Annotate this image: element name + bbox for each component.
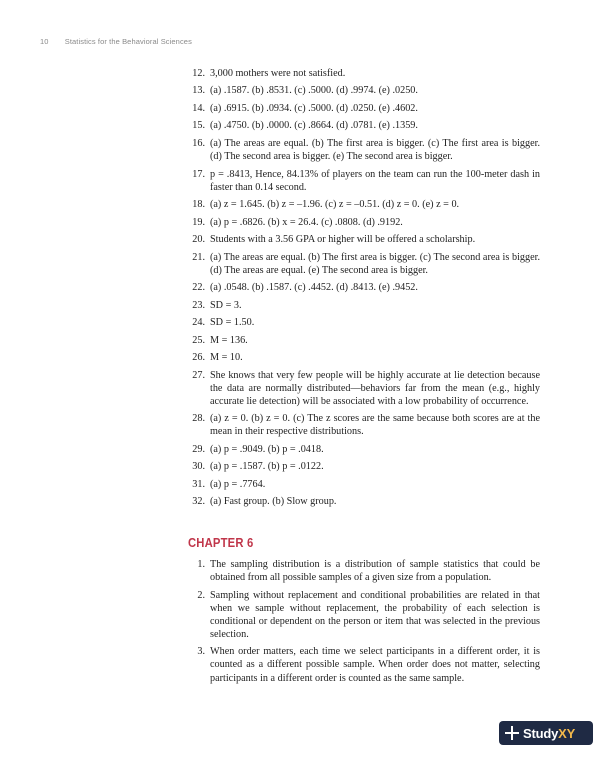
answer-number: 21. (192, 251, 205, 263)
answer-text: (a) z = 1.645. (b) z = –1.96. (c) z = –0.51. (d) z = 0. (e) z = 0. (210, 199, 460, 211)
answer-item (188, 102, 540, 115)
answer-item (188, 589, 540, 641)
answer-item (188, 67, 540, 80)
answer-number: 14. (192, 102, 205, 114)
answer-number: 1. (197, 559, 205, 570)
answer-number: 30. (192, 461, 205, 473)
answer-item (188, 84, 540, 97)
answer-text: (a) z = 0. (b) z = 0. (c) The z scores are the same because both scores are at the mean in their respective distributions. (210, 413, 540, 438)
answer-item (188, 251, 540, 277)
answer-item (188, 137, 540, 163)
answer-text: (a) p = .9049. (b) p = .0418. (210, 443, 324, 455)
answer-item (188, 558, 540, 584)
studyxy-logo[interactable] (499, 721, 593, 745)
answer-item (188, 412, 540, 438)
answer-item (188, 495, 540, 508)
answer-number: 26. (192, 352, 205, 364)
answer-item (188, 168, 540, 194)
answer-number: 18. (192, 199, 205, 211)
answer-number: 25. (192, 334, 205, 346)
answer-number: 29. (192, 443, 205, 455)
answer-item (188, 369, 540, 408)
answer-item (188, 316, 540, 329)
answer-text: (a) Fast group. (b) Slow group. (210, 496, 337, 508)
answer-text: Sampling without replacement and conditional probabilities are related in that when we sample without replacement, the probability of each selection is conditional or dependent on the person or item that was selected in the previous selection. (210, 589, 540, 640)
answer-item (188, 281, 540, 294)
answer-number: 20. (192, 234, 205, 246)
page-number: 10 (40, 37, 49, 46)
answer-number: 24. (192, 317, 205, 329)
chapter-heading: CHAPTER 6 (188, 536, 254, 550)
answer-text: M = 10. (210, 352, 243, 364)
answer-text: SD = 1.50. (210, 317, 255, 329)
answer-number: 22. (192, 282, 205, 294)
answer-item (188, 645, 540, 684)
answer-text: p = .8413, Hence, 84.13% of players on the team can run the 100-meter dash in faster than 0.14 second. (210, 168, 540, 193)
answer-text: 3,000 mothers were not satisfied. (210, 68, 346, 79)
chapter-5-answer-list (188, 67, 540, 513)
answer-item (188, 351, 540, 364)
answer-number: 28. (192, 413, 205, 425)
answer-text: (a) p = .7764. (210, 478, 266, 490)
answer-item (188, 460, 540, 473)
answer-number: 13. (192, 85, 205, 97)
answer-text: M = 136. (210, 334, 248, 346)
answer-number: 23. (192, 299, 205, 311)
answer-text: SD = 3. (210, 299, 242, 311)
answer-number: 32. (192, 496, 205, 508)
answer-item (188, 299, 540, 312)
answer-item (188, 478, 540, 491)
answer-text: When order matters, each time we select participants in a different order, it is counted as a different possible sample. When order does not matter, selecting participants in a different order is counted as the same sample. (210, 646, 540, 684)
answer-text: (a) .1587. (b) .8531. (c) .5000. (d) .9974. (e) .0250. (210, 85, 418, 97)
answer-text: (a) .0548. (b) .1587. (c) .4452. (d) .8413. (e) .9452. (210, 282, 418, 294)
answer-number: 12. (192, 68, 205, 79)
answer-number: 19. (192, 216, 205, 228)
logo-text-xy: XY (558, 725, 576, 741)
answer-number: 27. (192, 369, 205, 381)
answer-number: 3. (197, 646, 205, 658)
chapter-6-answer-list (188, 558, 540, 689)
answer-text: (a) .4750. (b) .0000. (c) .8664. (d) .0781. (e) .1359. (210, 120, 418, 132)
answer-item (188, 233, 540, 246)
logo-wordmark (523, 726, 575, 741)
logo-text-study: Study (523, 725, 559, 741)
answer-text: (a) The areas are equal. (b) The first area is bigger. (c) The second area is bigger. (d) The areas are equal. (e) The second area is bigger. (210, 251, 540, 276)
answer-number: 31. (192, 478, 205, 490)
answer-number: 15. (192, 120, 205, 132)
book-title: Statistics for the Behavioral Sciences (64, 37, 192, 46)
answer-text: (a) The areas are equal. (b) The first area is bigger. (c) The first area is bigger. (d) The second area is bigger. (e) The second area is bigger. (210, 137, 540, 163)
running-head (40, 37, 192, 46)
answer-item (188, 443, 540, 456)
answer-text: Students with a 3.56 GPA or higher will be offered a scholarship. (210, 234, 476, 246)
answer-item (188, 334, 540, 347)
answer-number: 17. (192, 168, 205, 180)
answer-item (188, 198, 540, 211)
answer-item (188, 216, 540, 229)
answer-text: She knows that very few people will be highly accurate at lie detection because the data are normally distributed—behaviors far from the mean (e.g., highly accurate lie detection) will be associated with a low probability of occurrence. (210, 369, 540, 407)
answer-number: 16. (192, 137, 205, 149)
answer-text: (a) .6915. (b) .0934. (c) .5000. (d) .0250. (e) .4602. (210, 102, 418, 114)
answer-text: (a) p = .1587. (b) p = .0122. (210, 461, 324, 473)
answer-item (188, 119, 540, 132)
answer-text: (a) p = .6826. (b) x = 26.4. (c) .0808. (d) .9192. (210, 216, 403, 228)
answer-text: The sampling distribution is a distribution of sample statistics that could be obtained from all possible samples of a given size from a population. (210, 559, 540, 584)
answer-number: 2. (197, 589, 205, 601)
plus-icon (505, 726, 519, 740)
